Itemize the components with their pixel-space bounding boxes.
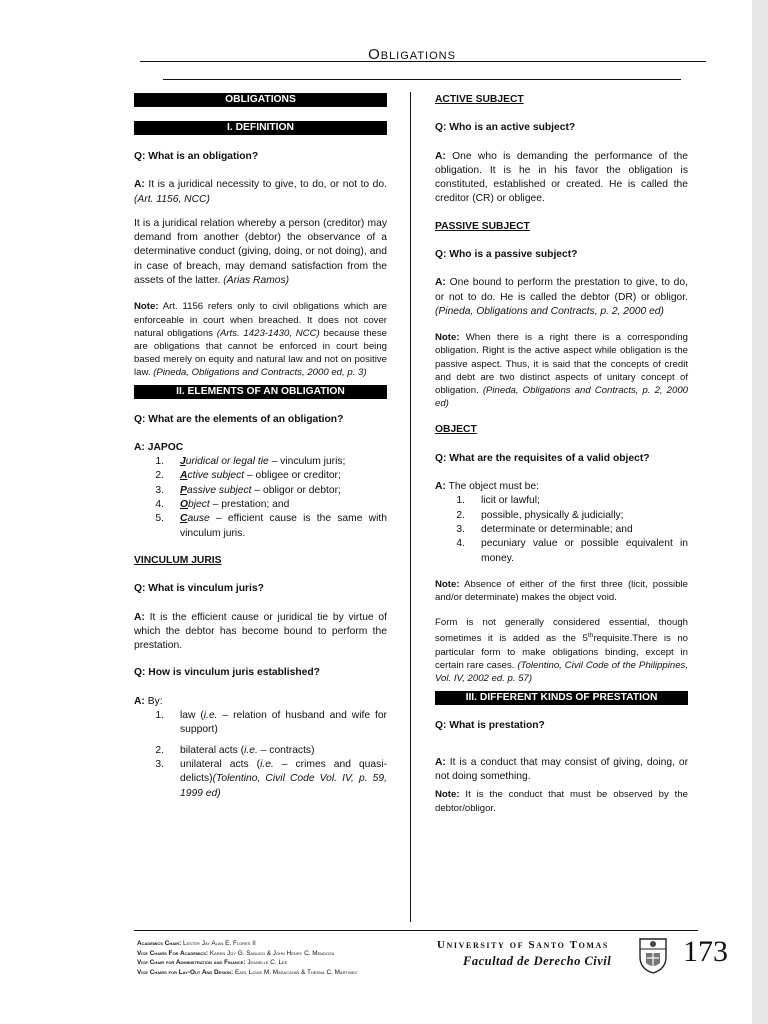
answer-prestation: A: It is a conduct that may consist of giving, doing, or not doing something.	[435, 756, 688, 783]
section-bar-elements: II. ELEMENTS OF AN OBLIGATION	[134, 385, 387, 399]
elements-list	[134, 455, 387, 541]
page-number: 173	[683, 935, 728, 968]
footer-rule	[134, 930, 698, 931]
requisites-list	[435, 494, 688, 565]
heading-passive-subject: PASSIVE SUBJECT	[435, 220, 530, 232]
sources-list	[134, 709, 387, 801]
credit-line: Vice Chairs for Lay-Out And Design: Earl Louie M. Masacayan & Theena C. Martinez	[137, 968, 357, 976]
list-item: 1. licit or lawful;	[456, 495, 540, 507]
note-art-1156: Note: Art. 1156 refers only to civil obligations which are enforceable in court when breached. It does not cover natural obligations (Arts. 1423-1430, NCC) because these are obligations that cannot be enforced in court being based merely on equity and natural law and not on positive law. (Pineda, Obligations and Contracts, 2000 ed, p. 3)	[134, 301, 388, 379]
heading-active-subject: ACTIVE SUBJECT	[435, 94, 524, 105]
question-elements: Q: What are the elements of an obligation?	[134, 413, 344, 425]
heading-vinculum-juris: VINCULUM JURIS	[134, 554, 222, 566]
note-right-obligation: Note: When there is a right there is a corresponding obligation. Right is the active aspect while obligation is the passive aspect. Thus, it is said that the concepts of credit and debt are two distinct aspects of unitary concept of obligation. (Pineda, Obligations and Contracts, p. 2, 2000 ed)	[435, 332, 688, 410]
credit-line: Vice Chairs For Academics: Karen Joy G. Sabugo & John Henry C. Mendoza	[137, 949, 335, 957]
list-item: 2. possible, physically & judicially;	[456, 509, 624, 521]
university-seal-icon	[636, 937, 670, 975]
list-item: 2. bilateral acts (i.e. – contracts)	[155, 744, 315, 756]
header-rule-bottom	[163, 79, 681, 80]
credit-line: Vice Chair for Administration and Finance: Jeanelle C. Lee	[137, 959, 288, 966]
credit-line: Academics Chair: Lester Jay Alan E. Flores II	[137, 940, 256, 947]
heading-object: OBJECT	[435, 424, 477, 436]
section-bar-prestation: III. DIFFERENT KINDS OF PRESTATION	[435, 691, 688, 705]
left-column	[134, 93, 387, 801]
question-active-subject: Q: Who is an active subject?	[435, 122, 576, 134]
paragraph-juridical-relation: It is a juridical relation whereby a person (creditor) may demand from another (debtor) the observance of a determinative conduct (giving, doing, or not doing), and in case of breach, may demand satisfaction from the assets of the latter. (Arias Ramos)	[134, 217, 387, 287]
note-prestation: Note: It is the conduct that must be observed by the debtor/obligor.	[435, 789, 688, 814]
answer-valid-object: A: The object must be:	[435, 481, 539, 493]
list-item: 4. Object – prestation; and	[155, 499, 290, 511]
question-how-established: Q: How is vinculum juris established?	[134, 667, 320, 679]
question-vinculum-juris: Q: What is vinculum juris?	[134, 583, 264, 595]
section-bar-obligations: OBLIGATIONS	[134, 93, 387, 107]
section-bar-definition: I. DEFINITION	[134, 121, 387, 135]
column-divider	[410, 92, 411, 922]
answer-obligation: A: It is a juridical necessity to give, to do, or not to do. (Art. 1156, NCC)	[134, 179, 387, 205]
answer-by: A: By:	[134, 695, 163, 707]
note-absence: Note: Absence of either of the first three (licit, possible and/or determinate) makes the object void.	[435, 578, 688, 604]
list-item: 3. determinate or determinable; and	[456, 523, 633, 535]
faculty-name: Facultad de Derecho Civil	[463, 954, 612, 968]
list-item: 1. Juridical or legal tie – vinculum juris;	[155, 456, 346, 468]
list-item: 3. Passive subject – obligor or debtor;	[155, 484, 341, 496]
footer-credits	[137, 939, 437, 977]
paragraph-form: Form is not generally considered essential, though sometimes it is added as the 5threquisite.There is no particular form to make obligations binding, except in certain rare cases. (Tolentino, Civil Code of the Philippines, Vol. IV, 2002 ed. p. 57)	[435, 617, 688, 685]
list-item: 5. Cause – efficient cause is the same with vinculum juris.	[155, 513, 387, 539]
header-rule-top	[140, 61, 706, 62]
answer-active-subject: A: One who is demanding the performance of the obligation. It is he in his favor the obligation is constituted, established or created. He is called the creditor (CR) or obligee.	[435, 150, 688, 205]
list-item: 4. pecuniary value or possible equivalent in money.	[456, 538, 688, 564]
right-column	[435, 93, 688, 815]
answer-vinculum-juris: A: It is the efficient cause or juridical tie by virtue of which the debtor has become bound to perform the prestation.	[134, 611, 387, 652]
question-valid-object: Q: What are the requisites of a valid object?	[435, 452, 650, 464]
list-item: 2. Active subject – obligee or creditor;	[155, 470, 341, 482]
page-header-title: Obligations	[368, 46, 456, 63]
answer-japoc: A: JAPOC	[134, 441, 184, 453]
page-edge-shade	[752, 0, 768, 1024]
question-passive-subject: Q: Who is a passive subject?	[435, 249, 578, 261]
university-name: University of Santo Tomas	[437, 939, 609, 951]
answer-passive-subject: A: One bound to perform the prestation to give, to do, or not to do. He is called the debtor (DR) or obligor. (Pineda, Obligations and Contracts, p. 2, 2000 ed)	[435, 277, 688, 317]
question-what-is-obligation: Q: What is an obligation?	[134, 151, 259, 162]
list-item: 1. law (i.e. – relation of husband and wife for support)	[155, 710, 387, 736]
list-item: 3. unilateral acts (i.e. – crimes and quasi-delicts)(Tolentino, Civil Code Vol. IV, p. 59, 1999 ed)	[155, 758, 387, 799]
question-prestation: Q: What is prestation?	[435, 720, 545, 732]
